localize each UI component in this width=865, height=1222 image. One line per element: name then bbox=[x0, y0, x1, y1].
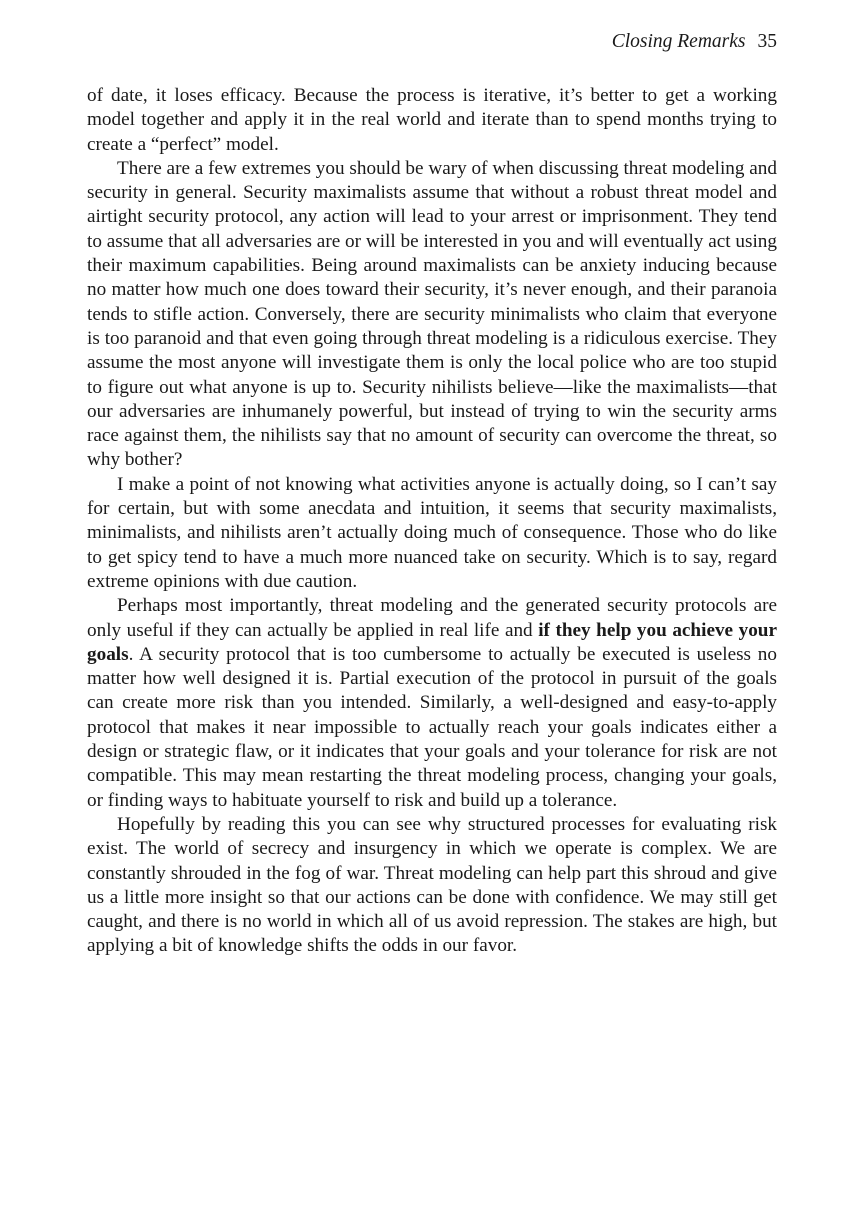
paragraph-goals-after: . A security protocol that is too cumbersome to actually be executed is useless no matter how well designed it is. Partial execution of the protocol in pursuit of the goals can create more risk than you intended. Similarly, a well-designed and easy-to-apply protocol that makes it near impossible to actually reach your goals indicates either a design or strategic flaw, or it indicates that your goals and your tolerance for risk are not compatible. This may mean restarting the threat modeling process, changing your goals, or finding ways to habituate yourself to risk and build up a tolerance. bbox=[87, 643, 777, 811]
paragraph-continued: of date, it loses efficacy. Because the process is iterative, it’s better to get a working model together and apply it in the real world and iterate than to spend months trying to create a “perfect” model. bbox=[87, 85, 777, 155]
section-title: Closing Remarks bbox=[611, 31, 746, 52]
body-text bbox=[87, 84, 777, 959]
book-page bbox=[87, 30, 777, 959]
paragraph-conclusion: Hopefully by reading this you can see why structured processes for evaluating risk exist. The world of secrecy and insurgency in which we operate is complex. We are constantly shrouded in the fog of war. Threat modeling can help part this shroud and give us a little more insight so that our actions can be done with confidence. We may still get caught, and there is no world in which all of us avoid repression. The stakes are high, but applying a bit of knowledge shifts the odds in our favor. bbox=[87, 813, 777, 957]
paragraph-anecdata: I make a point of not knowing what activities anyone is actually doing, so I can’t say for certain, but with some anecdata and intuition, it seems that security maximalists, minimalists, and nihilists aren’t actually doing much of consequence. Those who do like to get spicy tend to have a much more nuanced take on security. Which is to say, regard extreme opinions with due caution. bbox=[87, 473, 777, 592]
paragraph-extremes: There are a few extremes you should be wary of when discussing threat modeling and security in general. Security maximalists assume that without a robust threat model and airtight security protocol, any action will lead to your arrest or imprisonment. They tend to assume that all adversaries are or will be interested in you and will eventually act using their maximum capabilities. Being around maximalists can be anxiety inducing because no matter how much one does toward their security, it’s never enough, and their paranoia tends to stifle action. Conversely, there are security minimalists who claim that everyone is too paranoid and that even going through threat modeling is a ridiculous exercise. They assume the most anyone will investigate them is only the local police who are too stupid to figure out what anyone is up to. Security nihilists believe—like the maximalists—that our adversaries are inhumanely powerful, but instead of trying to win the security arms race against them, the nihilists say that no amount of security can overcome the threat, so why bother? bbox=[87, 157, 777, 471]
page-number: 35 bbox=[757, 31, 777, 52]
emphasis-goals: if they help you achieve your goals bbox=[87, 619, 777, 665]
paragraph-goals-before: Perhaps most importantly, threat modeling and the generated security protocols are only useful if they can actually be applied in real life and bbox=[87, 595, 777, 641]
paragraph-goals bbox=[87, 594, 777, 813]
running-head bbox=[87, 30, 777, 54]
